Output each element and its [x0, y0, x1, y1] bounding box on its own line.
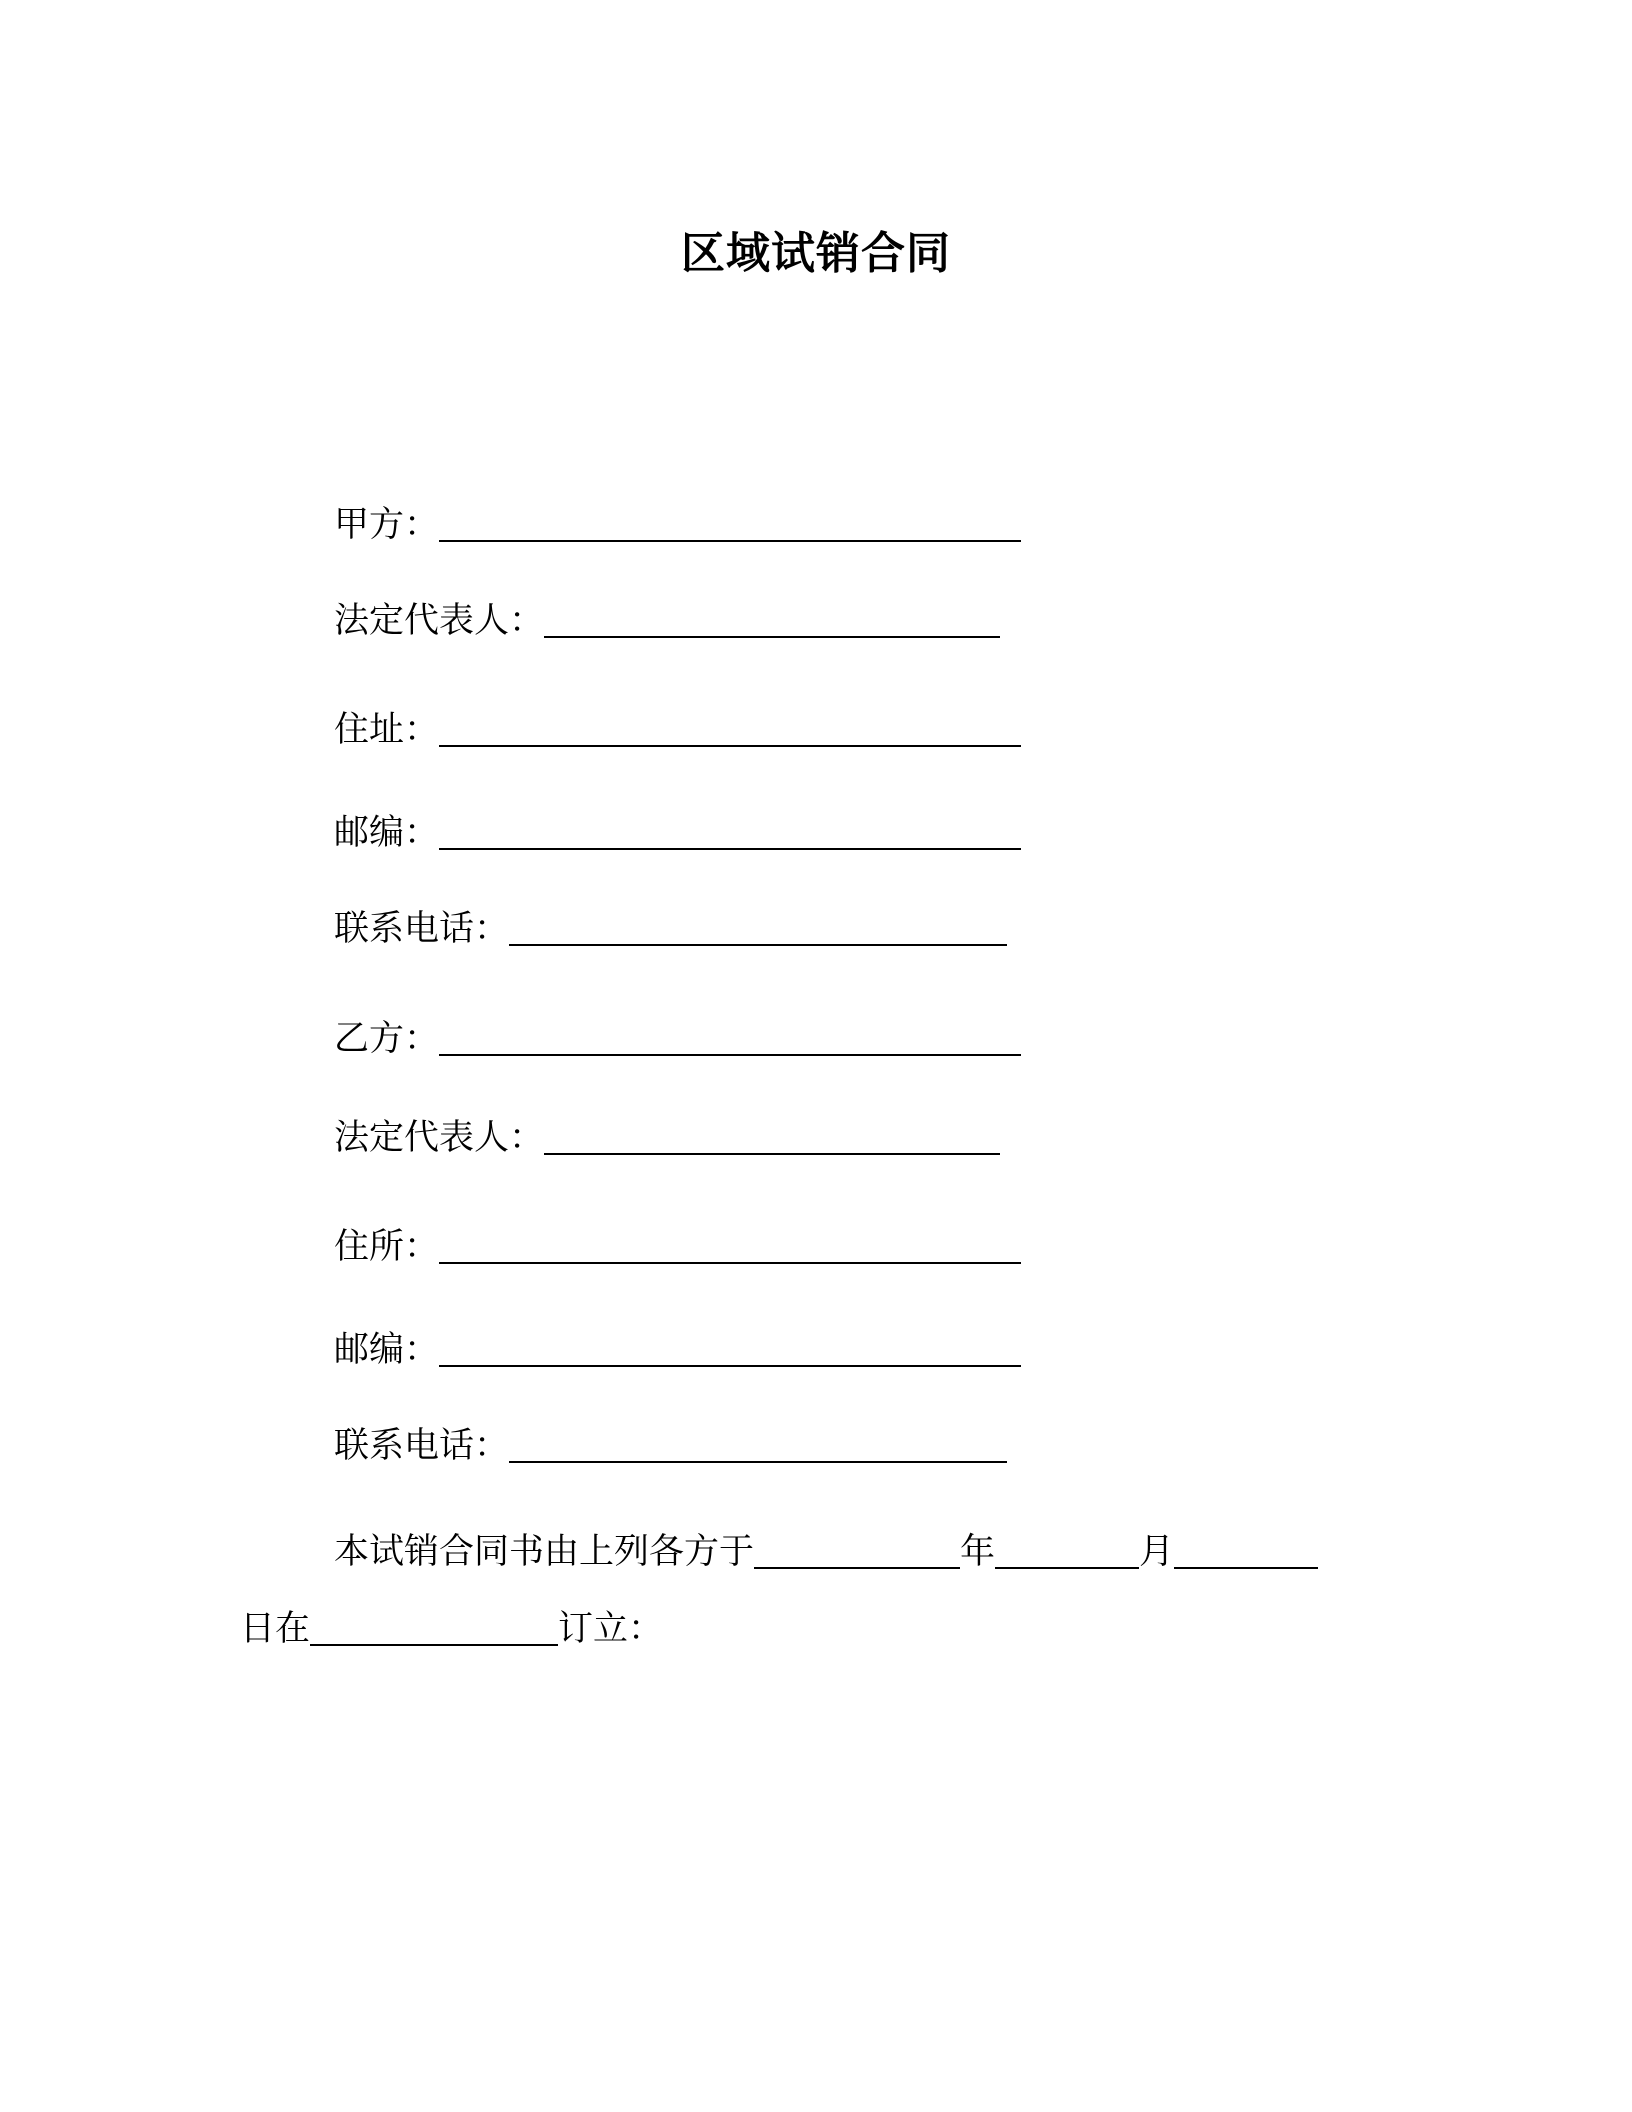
party-b-address-field [334, 1222, 1021, 1272]
place-blank[interactable] [310, 1608, 558, 1646]
party-b-field [334, 1014, 1021, 1064]
document-title: 区域试销合同 [681, 228, 951, 279]
party-b-label: 乙方： [334, 1019, 440, 1059]
day-blank[interactable] [1174, 1531, 1318, 1569]
party-a-rep-label: 法定代表人： [334, 601, 545, 641]
party-b-blank[interactable] [439, 1018, 1021, 1056]
party-b-phone-label: 联系电话： [334, 1426, 510, 1466]
party-a-blank[interactable] [439, 504, 1021, 542]
party-a-label: 甲方： [334, 505, 440, 545]
month-label: 月 [1139, 1532, 1175, 1572]
party-b-rep-blank[interactable] [544, 1117, 1000, 1155]
party-a-postcode-label: 邮编： [334, 813, 440, 853]
party-b-phone-blank[interactable] [509, 1425, 1007, 1463]
clause-line-2 [240, 1604, 663, 1654]
party-a-postcode-field [334, 808, 1021, 858]
year-blank[interactable] [754, 1531, 960, 1569]
party-b-address-label: 住所： [334, 1227, 440, 1267]
party-b-rep-label: 法定代表人： [334, 1118, 545, 1158]
year-label: 年 [960, 1532, 996, 1572]
party-a-phone-field [334, 904, 1007, 954]
party-b-postcode-field [334, 1325, 1021, 1375]
signed-label: 订立： [558, 1609, 664, 1649]
party-a-address-field [334, 705, 1021, 755]
party-b-phone-field [334, 1421, 1007, 1471]
party-a-rep-field [334, 596, 1000, 646]
day-at-label: 日在 [240, 1609, 311, 1649]
party-a-address-blank[interactable] [439, 709, 1021, 747]
party-a-postcode-blank[interactable] [439, 812, 1021, 850]
party-a-phone-blank[interactable] [509, 908, 1007, 946]
party-a-rep-blank[interactable] [544, 600, 1000, 638]
party-b-postcode-blank[interactable] [439, 1329, 1021, 1367]
party-b-address-blank[interactable] [439, 1226, 1021, 1264]
party-a-address-label: 住址： [334, 710, 440, 750]
month-blank[interactable] [995, 1531, 1139, 1569]
party-b-postcode-label: 邮编： [334, 1330, 440, 1370]
clause-line-1 [334, 1527, 1318, 1577]
clause-intro: 本试销合同书由上列各方于 [334, 1532, 755, 1572]
party-a-field [334, 500, 1021, 550]
party-b-rep-field [334, 1113, 1000, 1163]
party-a-phone-label: 联系电话： [334, 909, 510, 949]
